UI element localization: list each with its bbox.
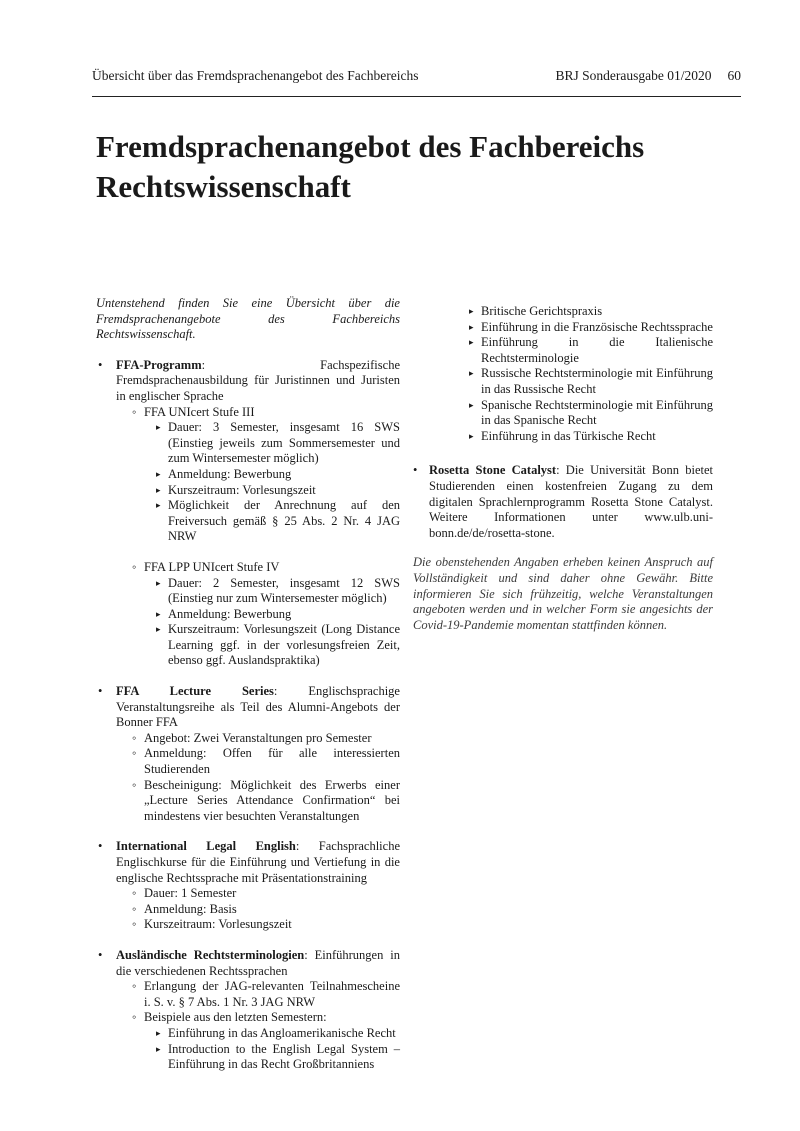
bullet-glyph: • xyxy=(413,463,418,478)
bullet-glyph: ◦ xyxy=(132,559,137,574)
detail-item xyxy=(156,420,400,467)
title-line-2: Rechtswissenschaft xyxy=(96,169,351,204)
item-name: Rosetta Stone Catalyst xyxy=(429,463,557,478)
detail-item xyxy=(156,1042,400,1073)
sublist-text: Angebot: Zwei Veranstaltungen pro Semester xyxy=(144,730,372,745)
item-desc: : Fachspezifische Fremdsprachenausbildung für Juristinnen und Juristen in englischer Sprache xyxy=(116,357,400,403)
detail-item xyxy=(469,398,713,429)
bullet-glyph: ◦ xyxy=(132,746,137,761)
detail-item xyxy=(156,1026,400,1042)
bullet-glyph: • xyxy=(98,357,103,372)
detail-text: Dauer: 3 Semester, insgesamt 16 SWS (Einstieg jeweils zum Sommersemester und zum Wintersemester möglich) xyxy=(168,420,400,466)
detail-item xyxy=(156,467,400,483)
item-name: FFA Lecture Series xyxy=(116,684,274,699)
sublist xyxy=(132,731,400,825)
right-column xyxy=(413,304,713,633)
detail-list-continued xyxy=(469,304,713,444)
bullet-glyph: • xyxy=(98,947,103,962)
list-item-legal-english xyxy=(96,839,400,933)
list-item-ffa-programm xyxy=(96,358,400,669)
detail-item xyxy=(156,576,400,607)
item-desc: : Einführungen in die verschiedenen Rechtssprachen xyxy=(116,947,400,978)
bullet-glyph: • xyxy=(98,839,103,854)
bullet-glyph: ▸ xyxy=(156,1027,161,1038)
detail-item xyxy=(156,622,400,669)
sublist-text: Anmeldung: Offen für alle interessierten Studierenden xyxy=(144,746,400,777)
detail-item xyxy=(469,429,713,445)
offer-list-continued xyxy=(413,463,713,541)
bullet-glyph: ▸ xyxy=(469,306,474,316)
page-number: 60 xyxy=(727,68,741,83)
bullet-glyph: ▸ xyxy=(469,321,474,332)
bullet-glyph: ◦ xyxy=(132,901,137,916)
item-desc: : Die Universität Bonn bietet Studierenden einen kostenfreien Zugang zu dem digitalen Sprachlernprogramm Rosetta Stone Catalyst. Weitere Informationen unter www.ulb.uni-bonn.de/de/rosetta-stone. xyxy=(429,463,713,540)
offer-list xyxy=(96,358,400,1073)
sublist-item xyxy=(132,778,400,825)
running-header xyxy=(92,66,741,86)
bullet-glyph: ▸ xyxy=(156,500,161,511)
detail-text: Einführung in das Angloamerikanische Recht xyxy=(168,1025,396,1040)
bullet-glyph: ◦ xyxy=(132,979,137,994)
sublist-text: Kurszeitraum: Vorlesungszeit xyxy=(144,917,292,932)
bullet-glyph: ▸ xyxy=(156,468,161,479)
sublist-label: FFA UNIcert Stufe III xyxy=(144,404,255,419)
detail-list xyxy=(156,420,400,545)
detail-list xyxy=(156,1026,400,1073)
sublist-text: Beispiele aus den letzten Semestern: xyxy=(144,1010,327,1025)
header-journal-info xyxy=(556,66,742,86)
detail-text: Britische Gerichtspraxis xyxy=(481,304,603,318)
bullet-glyph: ▸ xyxy=(156,608,161,619)
sublist-item xyxy=(132,917,400,933)
list-item-rosetta-stone xyxy=(413,463,713,541)
detail-text: Kurszeitraum: Vorlesungszeit (Long Distance Learning ggf. in der vorlesungsfreien Zeit, ebenso ggf. Auslandspraktika) xyxy=(168,622,400,668)
item-desc: : Fachsprachliche Englischkurse für die Einführung und Vertiefung in die englische Rechtssprache mit Präsentationstraining xyxy=(116,839,400,885)
title-line-1: Fremdsprachenangebot des Fachbereichs xyxy=(96,129,645,164)
intro-text: Untenstehend finden Sie eine Übersicht über die Fremdsprachenangebote des Fachbereichs Rechtswissenschaft. xyxy=(96,296,400,342)
sublist xyxy=(132,886,400,933)
detail-item xyxy=(469,366,713,397)
left-column xyxy=(96,296,400,1073)
bullet-glyph: ▸ xyxy=(469,337,474,348)
sublist xyxy=(132,979,400,1073)
sublist-item xyxy=(132,886,400,902)
sublist-text: Bescheinigung: Möglichkeit des Erwerbs einer „Lecture Series Attendance Confirmation“ bei mindestens vier besuchten Veranstaltungen xyxy=(144,777,400,823)
detail-text: Kurszeitraum: Vorlesungszeit xyxy=(168,482,316,497)
detail-item xyxy=(469,335,713,366)
detail-text: Russische Rechtsterminologie mit Einführung in das Russische Recht xyxy=(481,366,713,396)
detail-text: Anmeldung: Bewerbung xyxy=(168,606,292,621)
sublist-item xyxy=(132,731,400,747)
detail-text: Möglichkeit der Anrechnung auf den Freiversuch gemäß § 25 Abs. 2 Nr. 4 JAG NRW xyxy=(168,498,400,544)
detail-item xyxy=(156,498,400,545)
bullet-glyph: ◦ xyxy=(132,404,137,419)
list-item-lecture-series xyxy=(96,684,400,824)
bullet-glyph: ◦ xyxy=(132,730,137,745)
sublist-item xyxy=(132,979,400,1010)
bullet-glyph: ▸ xyxy=(156,577,161,588)
detail-item xyxy=(469,304,713,320)
detail-item xyxy=(156,483,400,499)
sublist-item xyxy=(132,902,400,918)
detail-item xyxy=(469,320,713,336)
detail-item xyxy=(156,607,400,623)
item-name: International Legal English xyxy=(116,839,296,854)
sublist-item-stufe-4 xyxy=(132,560,400,669)
sublist-item xyxy=(132,1010,400,1072)
sublist-text: Dauer: 1 Semester xyxy=(144,886,237,901)
detail-text: Einführung in das Türkische Recht xyxy=(481,428,656,443)
bullet-glyph: ▸ xyxy=(469,430,474,441)
sublist xyxy=(132,405,400,670)
bullet-glyph: ▸ xyxy=(156,624,161,635)
item-name: Ausländische Rechtsterminologien xyxy=(116,947,305,962)
sublist-text: Erlangung der JAG-relevanten Teilnahmescheine i. S. v. § 7 Abs. 1 Nr. 3 JAG NRW xyxy=(144,979,400,1009)
detail-text: Introduction to the English Legal System – Einführung in das Recht Großbritanniens xyxy=(168,1041,400,1072)
bullet-glyph: ▸ xyxy=(469,368,474,379)
detail-text: Dauer: 2 Semester, insgesamt 12 SWS (Einstieg nur zum Wintersemester möglich) xyxy=(168,575,400,606)
header-rule xyxy=(92,96,741,97)
bullet-glyph: ◦ xyxy=(132,777,137,792)
disclaimer-text: Die obenstehenden Angaben erheben keinen Anspruch auf Vollständigkeit und sind daher ohne Gewähr. Bitte informieren Sie sich frühzeitig, welche Veranstaltungen angeboten werden und in welcher Form sie angesichts der Covid-19-Pandemie momentan stattfinden können. xyxy=(413,555,713,632)
detail-text: Spanische Rechtsterminologie mit Einführung in das Spanische Recht xyxy=(481,397,713,428)
item-desc: : Englischsprachige Veranstaltungsreihe als Teil des Alumni-Angebots der Bonner FFA xyxy=(116,684,400,730)
header-section-title: Übersicht über das Fremdsprachenangebot des Fachbereichs xyxy=(92,68,419,83)
header-journal: BRJ Sonderausgabe 01/2020 xyxy=(555,68,712,83)
bullet-glyph: ◦ xyxy=(132,886,137,901)
detail-text: Einführung in die Französische Rechtssprache xyxy=(481,319,713,334)
bullet-glyph: ▸ xyxy=(156,422,161,433)
item-name: FFA-Programm xyxy=(116,357,202,372)
bullet-glyph: ▸ xyxy=(156,484,161,495)
sublist-label: FFA LPP UNIcert Stufe IV xyxy=(144,559,280,574)
detail-list xyxy=(156,576,400,670)
page-title xyxy=(96,127,736,207)
bullet-glyph: ▸ xyxy=(469,399,474,410)
sublist-item xyxy=(132,746,400,777)
bullet-glyph: ▸ xyxy=(156,1043,161,1054)
bullet-glyph: • xyxy=(98,684,103,699)
bullet-glyph: ◦ xyxy=(132,917,137,932)
sublist-text: Anmeldung: Basis xyxy=(144,901,237,916)
detail-text: Einführung in die Italienische Rechtsterminologie xyxy=(481,335,713,365)
detail-text: Anmeldung: Bewerbung xyxy=(168,466,292,481)
bullet-glyph: ◦ xyxy=(132,1010,137,1025)
sublist-item-stufe-3 xyxy=(132,405,400,545)
list-item-auslaendische-rechtsterminologien xyxy=(96,948,400,1073)
